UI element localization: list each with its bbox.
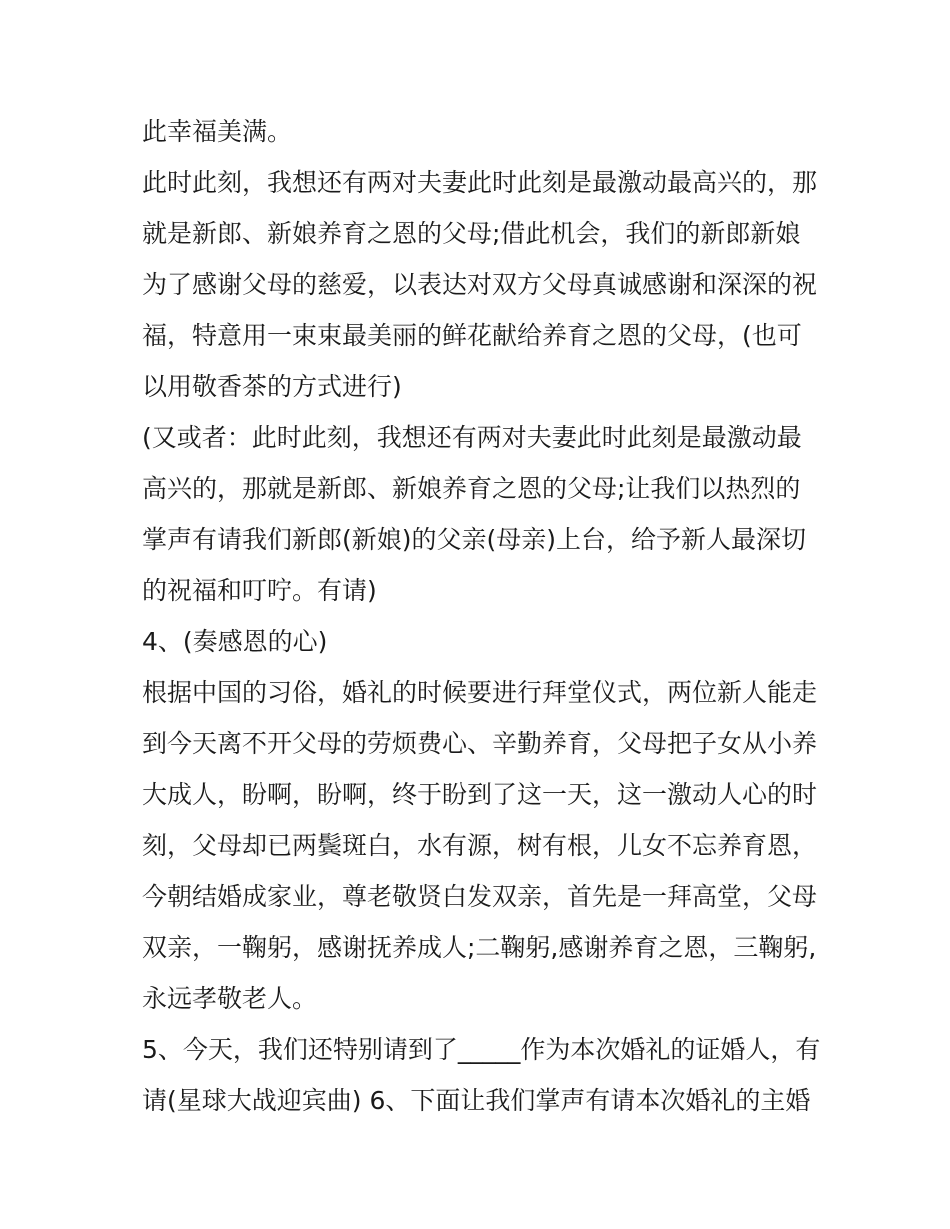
text-line: 今朝结婚成家业，尊老敬贤白发双亲，首先是一拜高堂，父母	[142, 882, 818, 911]
section-heading: 4、(奏感恩的心)	[142, 627, 328, 656]
text-line: 到今天离不开父母的劳烦费心、辛勤养育，父母把子女从小养	[142, 729, 818, 758]
text-line: 双亲，一鞠躬，感谢抚养成人;二鞠躬,感谢养育之恩，三鞠躬,	[142, 933, 817, 962]
text-line: 5、今天，我们还特别请到了_____作为本次婚礼的证婚人，有	[142, 1035, 821, 1064]
text-line: 的祝福和叮咛。有请)	[142, 576, 377, 605]
text-line: 请(星球大战迎宾曲) 6、下面让我们掌声有请本次婚礼的主婚	[142, 1086, 811, 1115]
text-line: 福，特意用一束束最美丽的鲜花献给养育之恩的父母，(也可	[142, 321, 802, 350]
document-body	[142, 106, 822, 1126]
text-line: 根据中国的习俗，婚礼的时候要进行拜堂仪式，两位新人能走	[142, 678, 818, 707]
text-line: 此时此刻，我想还有两对夫妻此时此刻是最激动最高兴的，那	[142, 168, 818, 197]
text-line: 以用敬香茶的方式进行)	[142, 372, 402, 401]
text-line: 就是新郎、新娘养育之恩的父母;借此机会，我们的新郎新娘	[142, 219, 801, 248]
text-line: 刻，父母却已两鬓斑白，水有源，树有根，儿女不忘养育恩，	[142, 831, 818, 860]
text-line: 高兴的，那就是新郎、新娘养育之恩的父母;让我们以热烈的	[142, 474, 801, 503]
text-line: (又或者：此时此刻，我想还有两对夫妻此时此刻是最激动最	[142, 423, 802, 452]
text-line: 永远孝敬老人。	[142, 984, 318, 1013]
text-line: 为了感谢父母的慈爱，以表达对双方父母真诚感谢和深深的祝	[142, 270, 818, 299]
text-line: 此幸福美满。	[142, 117, 293, 146]
text-line: 大成人，盼啊，盼啊，终于盼到了这一天，这一激动人心的时	[142, 780, 818, 809]
text-line: 掌声有请我们新郎(新娘)的父亲(母亲)上台，给予新人最深切	[142, 525, 807, 554]
